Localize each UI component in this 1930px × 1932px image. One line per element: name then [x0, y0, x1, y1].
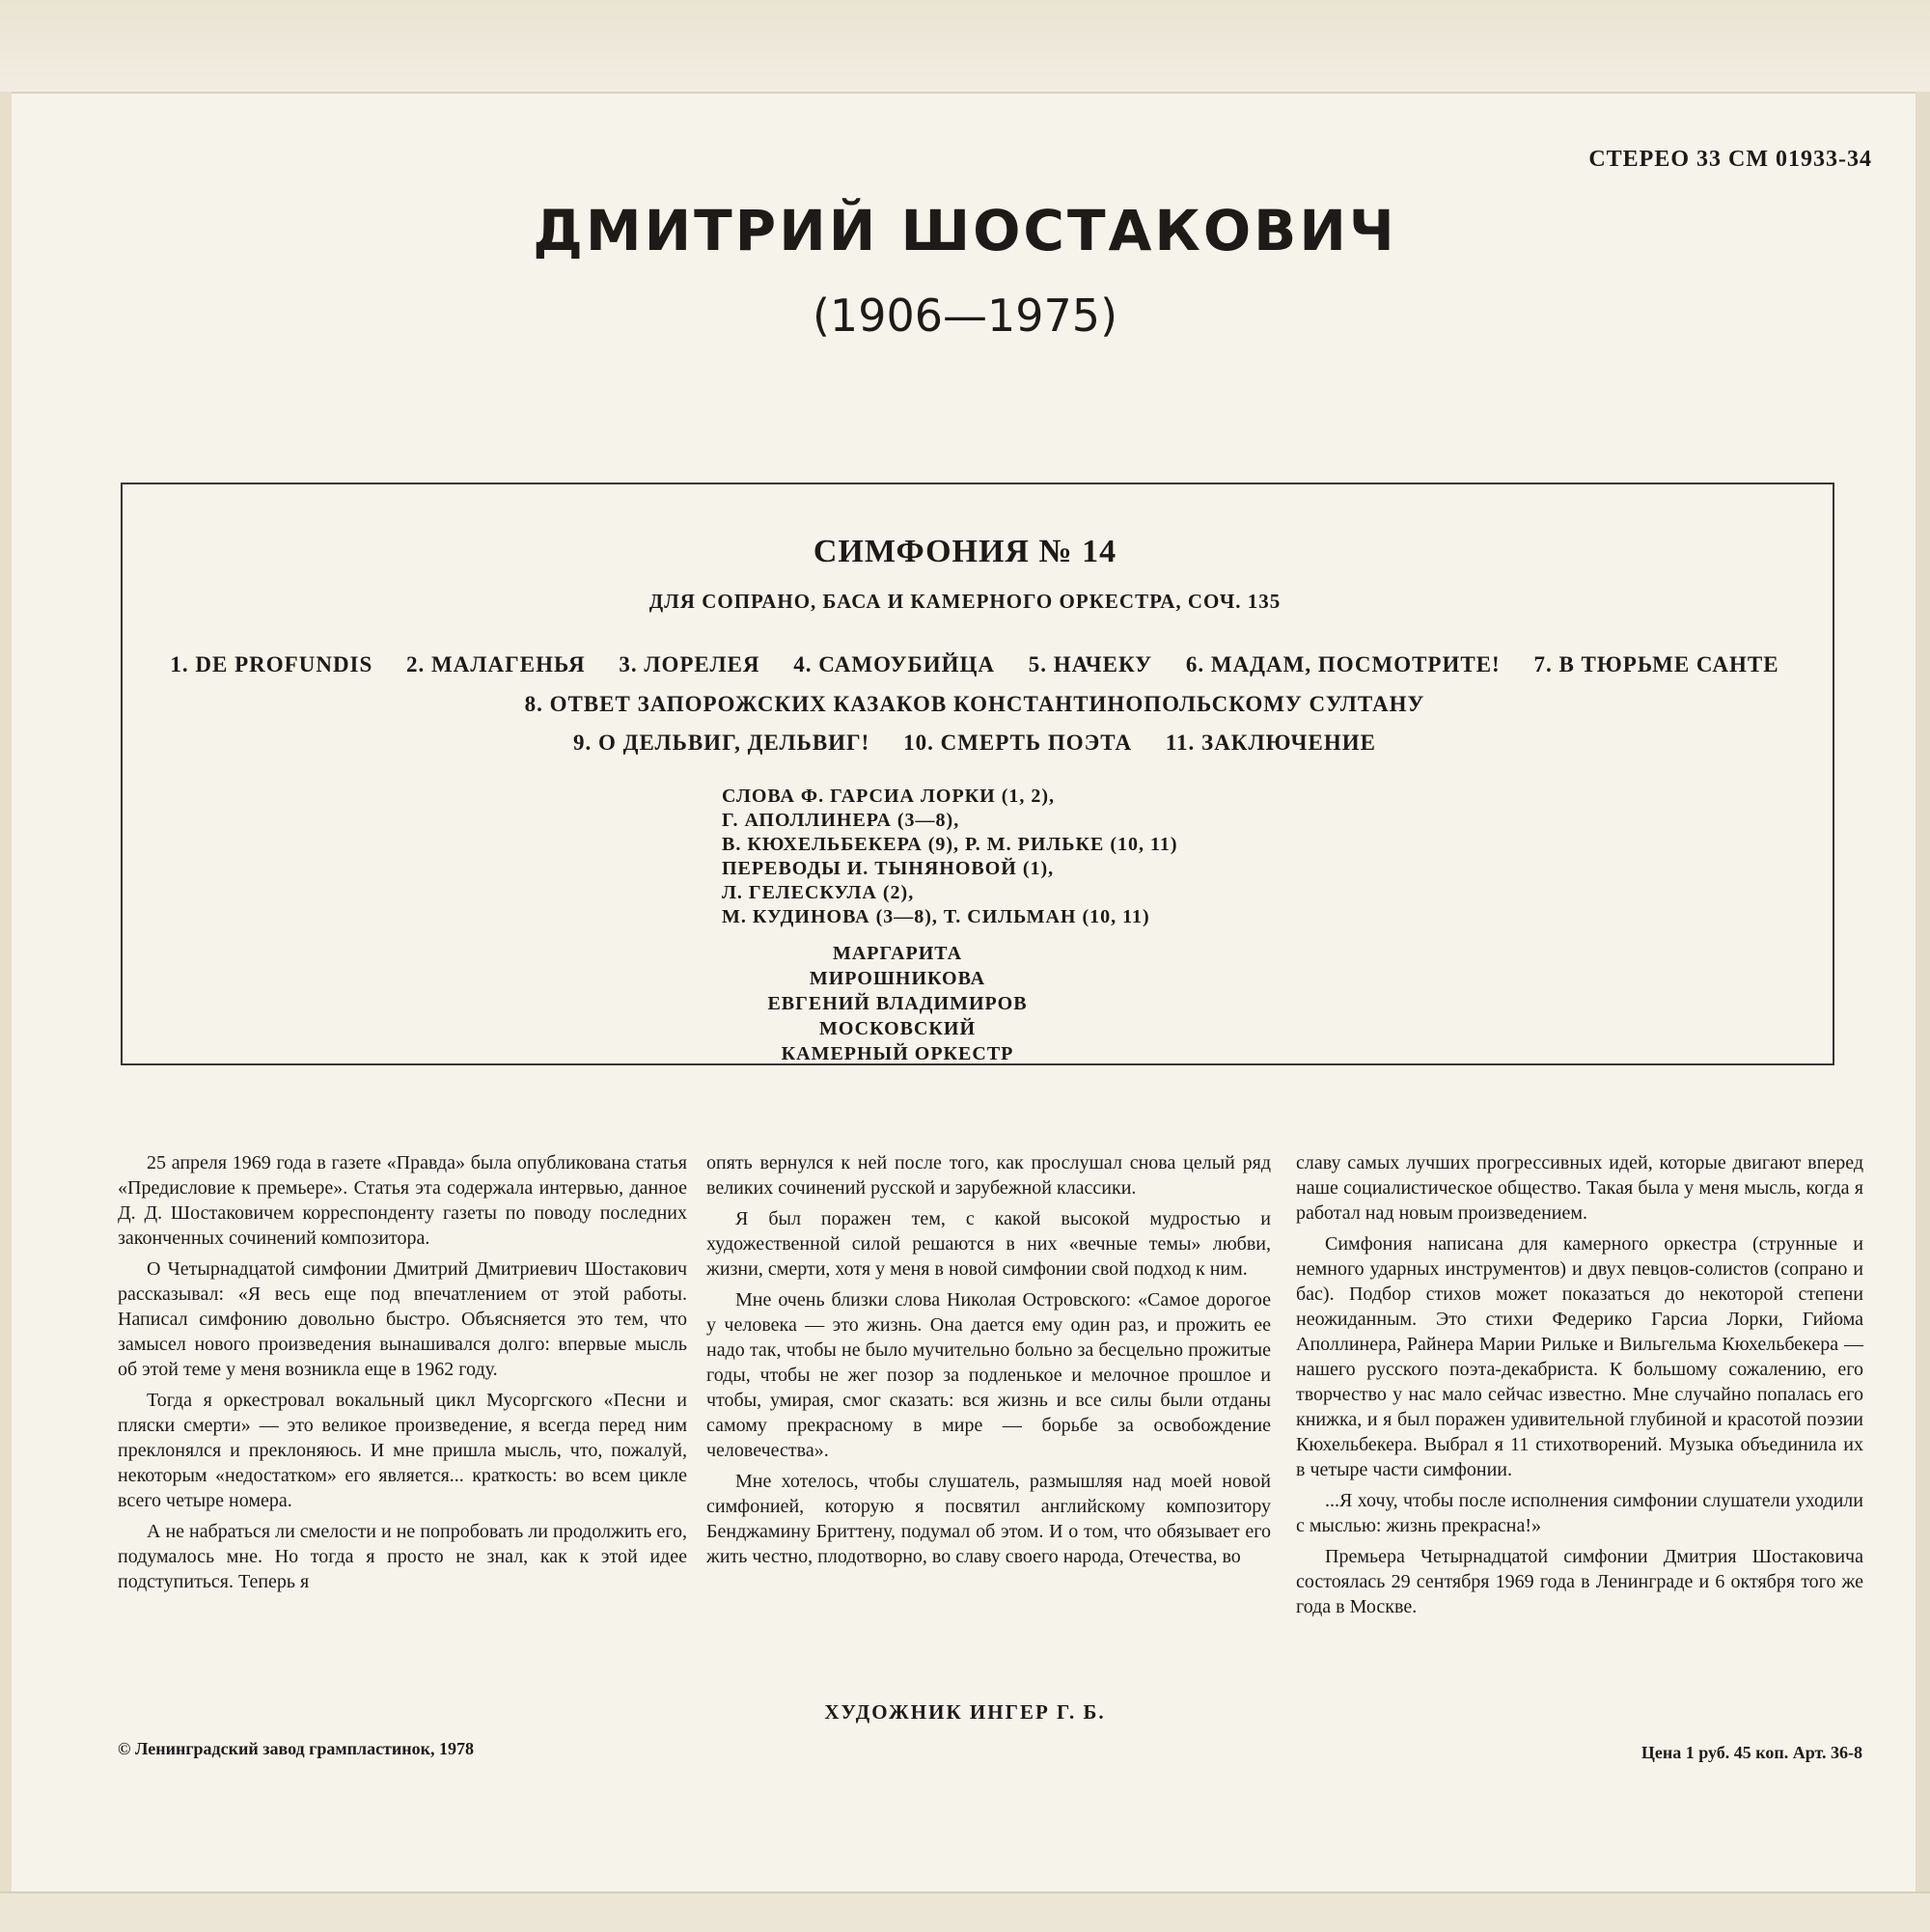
- paragraph: Тогда я оркестровал вокальный цикл Мусоргского «Песни и пляски смерти» — это великое произведение, я всегда перед ним преклонялся и преклоняюсь. И мне пришла мысль, что, пожалуй, некоторым «недостатком» его является... краткость: во всем цикле всего четыре номера.: [118, 1390, 687, 1511]
- track-item: 1. DE PROFUNDIS: [170, 652, 373, 676]
- symphony-title: СИМФОНИЯ № 14: [813, 534, 1117, 569]
- liner-notes-column-3: [1296, 1150, 1863, 1625]
- sleeve-top-flap: [0, 0, 1930, 94]
- track-item: 3. ЛОРЕЛЕЯ: [619, 652, 760, 676]
- sleeve-bottom-flap: [0, 1891, 1930, 1932]
- track-item: 10. СМЕРТЬ ПОЭТА: [903, 731, 1133, 755]
- track-item: 4. САМОУБИЙЦА: [793, 652, 996, 676]
- track-item: 6. МАДАМ, ПОСМОТРИТЕ!: [1185, 652, 1501, 676]
- track-list-line-1: [145, 652, 1805, 677]
- track-list-line-2: [145, 692, 1805, 717]
- track-item: 11. ЗАКЛЮЧЕНИЕ: [1165, 731, 1376, 755]
- performers: [753, 941, 1042, 1066]
- price-label: Цена 1 руб. 45 коп. Арт. 36-8: [1640, 1743, 1862, 1762]
- credit-line: Г. АПОЛЛИНЕРА (3—8),: [722, 810, 960, 831]
- sleeve-right-edge: [1916, 92, 1930, 1891]
- paragraph: опять вернулся к ней после того, как прослушал снова целый ряд великих сочинений русской и зарубежной классики.: [706, 1152, 1271, 1199]
- paragraph: Мне очень близки слова Николая Островского: «Самое дорогое у человека — это жизнь. Она дается ему один раз, и прожить ее надо так, чтобы не было мучительно больно за бесцельно прожитые годы, чтобы не жег позор за подленькое и мелочное прошлое и чтобы, умирая, смог сказать: вся жизнь и все силы были отданы самому прекрасному в мире — борьбе за освобождение человечества».: [706, 1289, 1271, 1461]
- track-item: 7. В ТЮРЬМЕ САНТЕ: [1533, 652, 1779, 676]
- symphony-subtitle: ДЛЯ СОПРАНО, БАСА И КАМЕРНОГО ОРКЕСТРА, СОЧ. 135: [648, 590, 1282, 613]
- paragraph: О Четырнадцатой симфонии Дмитрий Дмитриевич Шостакович рассказывал: «Я весь еще под впечатлением от этой работы. Написал симфонию довольно быстро. Объясняется это тем, что замысел нового произведения вынашивался долго: впервые мысль об этой теме у меня возникла еще в 1962 году.: [118, 1258, 687, 1380]
- paragraph: Я был поражен тем, с какой высокой мудростью и художественной силой решаются в них «вечные темы» любви, жизни, смерти, хотя у меня в новой симфонии свой подход к ним.: [706, 1208, 1271, 1280]
- performer-line: МОСКОВСКИЙ КАМЕРНЫЙ ОРКЕСТР: [781, 1018, 1014, 1064]
- credit-line: Л. ГЕЛЕСКУЛА (2),: [722, 882, 915, 903]
- track-item: 8. ОТВЕТ ЗАПОРОЖСКИХ КАЗАКОВ КОНСТАНТИНОПОЛЬСКОМУ СУЛТАНУ: [524, 692, 1425, 716]
- track-item: 5. НАЧЕКУ: [1028, 652, 1153, 676]
- paragraph: Премьера Четырнадцатой симфонии Дмитрия Шостаковича состоялась 29 сентября 1969 года в Ленинграде и 6 октября того же года в Москве.: [1296, 1546, 1863, 1617]
- track-item: 9. О ДЕЛЬВИГ, ДЕЛЬВИГ!: [573, 731, 870, 755]
- lyrics-credits: [722, 785, 1320, 929]
- paragraph: ...Я хочу, чтобы после исполнения симфонии слушатели уходили с мыслью: жизнь прекрасна!»: [1296, 1490, 1863, 1536]
- composer-name: ДМИТРИЙ ШОСТАКОВИЧ: [533, 198, 1397, 263]
- publisher-copyright: © Ленинградский завод грампластинок, 1978: [118, 1739, 475, 1758]
- paragraph: А не набраться ли смелости и не попробовать ли продолжить его, подумалось мне. Но тогда я просто не знал, как к этой идее подступиться. Теперь я: [118, 1521, 687, 1592]
- credit-line: ПЕРЕВОДЫ И. ТЫНЯНОВОЙ (1),: [722, 858, 1055, 879]
- liner-notes-column-2: [706, 1150, 1271, 1575]
- liner-notes-column-1: [118, 1150, 687, 1600]
- performer-line: МАРГАРИТА МИРОШНИКОВА: [809, 943, 986, 989]
- track-item: 2. МАЛАГЕНЬЯ: [406, 652, 586, 676]
- paragraph: 25 апреля 1969 года в газете «Правда» была опубликована статья «Предисловие к премьере». Статья эта содержала интервью, данное Д. Д. Шостаковичем корреспонденту газеты по поводу последних законченных сочинений композитора.: [118, 1152, 687, 1249]
- sleeve-left-edge: [0, 92, 12, 1891]
- paragraph: Мне хотелось, чтобы слушатель, размышляя над моей новой симфонией, которую я посвятил английскому композитору Бенджамину Бриттену, подумал об этом. И о том, что обязывает его жить честно, плодотворно, во славу своего народа, Отечества, во: [706, 1471, 1271, 1567]
- credit-line: М. КУДИНОВА (3—8), Т. СИЛЬМАН (10, 11): [722, 906, 1150, 927]
- track-list-line-3: [145, 731, 1805, 756]
- paragraph: славу самых лучших прогрессивных идей, которые двигают вперед наше социалистическое общество. Такая была у меня мысль, когда я работал над новым произведением.: [1296, 1152, 1863, 1224]
- catalog-number: СТЕРЕО 33 СМ 01933-34: [1588, 147, 1872, 172]
- artist-credit: ХУДОЖНИК ИНГЕР Г. Б.: [824, 1700, 1106, 1724]
- composer-years: (1906—1975): [812, 290, 1118, 342]
- paragraph: Симфония написана для камерного оркестра (струнные и немного ударных инструментов) и двух певцов-солистов (сопрано и бас). Подбор стихов может показаться до некоторой степени неожиданным. Это стихи Федерико Гарсиа Лорки, Гийома Аполлинера, Райнера Марии Рильке и Вильгельма Кюхельбекера — нашего русского поэта-декабриста. К большому сожалению, его творчество у нас мало сейчас известно. Мне случайно попалась его книжка, и я был поражен удивительной глубиной и красотой поэзии Кюхельбекера. Выбрал я 11 стихотворений. Музыка объединила их в четыре части симфонии.: [1296, 1233, 1863, 1480]
- credit-line: СЛОВА Ф. ГАРСИА ЛОРКИ (1, 2),: [722, 786, 1056, 807]
- performer-line: ЕВГЕНИЙ ВЛАДИМИРОВ: [767, 993, 1028, 1014]
- credit-line: В. КЮХЕЛЬБЕКЕРА (9), Р. М. РИЛЬКЕ (10, 11): [722, 834, 1178, 855]
